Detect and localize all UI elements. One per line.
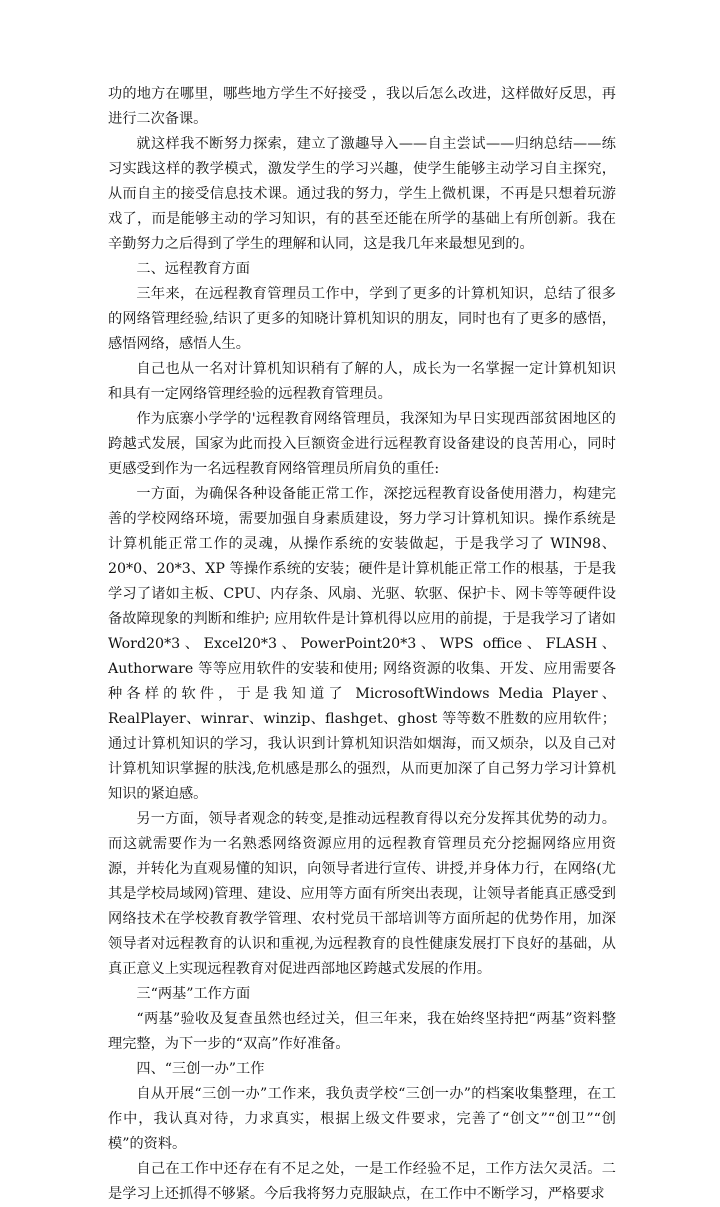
paragraph-teaching-model: 就这样我不断努力探索，建立了激趣导入——自主尝试——归纳总结——练习实践这样的教学模式，激发学生的学习兴趣，使学生能够主动学习自主探究，从而自主的接受信息技术课。通过我的努力，学生上微机课，不再是只想着玩游戏了，而是能够主动的学习知识，有的甚至还能在所学的基础上有所创新。我在辛勤努力之后得到了学生的理解和认同，这是我几年来最想见到的。	[108, 136, 616, 252]
section-heading-two-basics: 三“两基”工作方面	[136, 986, 251, 1002]
paragraph-on-one-hand: 一方面，为确保各种设备能正常工作，深挖远程教育设备使用潜力，构建完善的学校网络环境，需要加强自身素质建设，努力学习计算机知识。操作系统是计算机能正常工作的灵魂，从操作系统的安装做起，于是我学习了 WIN98、20*0、20*3、XP 等操作系统的安装；硬件是计算机能正常工作的根基，于是我学习了诸如主板、CPU、内存条、风扇、光驱、软驱、保护卡、网卡等等硬件设备故障现象的判断和维护; 应用软件是计算机得以应用的前提，于是我学习了诸如 Word20*3、Excel20*3、PowerPoint20*3、WPS office、FLASH、Authorware 等等应用软件的安装和使用; 网络资源的收集、开发、应用需要各种各样的软件，于是我知道了 MicrosoftWindows Media Player、RealPlayer、winrar、winzip、flashget、ghost 等等数不胜数的应用软件；通过计算机知识的学习，我认识到计算机知识浩如烟海，而又烦杂，以及自己对计算机知识掌握的肤浅,危机感是那么的强烈，从而更加深了自己努力学习计算机知识的紧迫感。	[108, 486, 616, 802]
paragraph-responsibility: 作为底寨小学学的'远程教育网络管理员，我深知为早日实现西部贫困地区的跨越式发展，国家为此而投入巨额资金进行远程教育设备建设的良苦用心，同时更感受到作为一名远程教育网络管理员所肩负的重任:	[108, 411, 616, 477]
paragraph-three-creations: 自从开展“三创一办”工作来，我负责学校“三创一办”的档案收集整理，在工作中，我认真对待，力求真实，根据上级文件要求，完善了“创文”“创卫”“创模”的资料。	[108, 1086, 616, 1152]
section-heading-three-creations: 四、“三创一办”工作	[136, 1061, 265, 1077]
paragraph-three-years: 三年来，在远程教育管理员工作中，学到了更多的计算机知识，总结了很多的网络管理经验,结识了更多的知晓计算机知识的朋友，同时也有了更多的感悟，感悟网络，感悟人生。	[108, 286, 616, 352]
paragraph-on-other-hand: 另一方面，领导者观念的转变,是推动远程教育得以充分发挥其优势的动力。而这就需要作为一名熟悉网络资源应用的远程教育管理员充分挖掘网络应用资源，并转化为直观易懂的知识，向领导者进行宣传、讲授,并身体力行，在网络(尤其是学校局域网)管理、建设、应用等方面有所突出表现，让领导者能真正感受到网络技术在学校教育教学管理、农村党员干部培训等方面所起的优势作用，加深领导者对远程教育的认识和重视,为远程教育的良性健康发展打下良好的基础，从真正意义上实现远程教育对促进西部地区跨越式发展的作用。	[108, 811, 616, 977]
paragraph-continuation: 功的地方在哪里，哪些地方学生不好接受 ，我以后怎么改进，这样做好反思，再进行二次备课。	[108, 86, 616, 127]
section-heading-remote-education: 二、远程教育方面	[136, 261, 250, 277]
paragraph-growth: 自己也从一名对计算机知识稍有了解的人，成长为一名掌握一定计算机知识和具有一定网络管理经验的远程教育管理员。	[108, 361, 616, 402]
paragraph-shortcomings: 自己在工作中还存在有不足之处，一是工作经验不足，工作方法欠灵活。二是学习上还抓得不够紧。今后我将努力克服缺点，在工作中不断学习，严格要求	[108, 1161, 616, 1202]
paragraph-two-basics: “两基”验收及复查虽然也经过关，但三年来，我在始终坚持把“两基”资料整理完整，为下一步的“双高”作好准备。	[108, 1011, 616, 1052]
document-page	[108, 82, 616, 1207]
